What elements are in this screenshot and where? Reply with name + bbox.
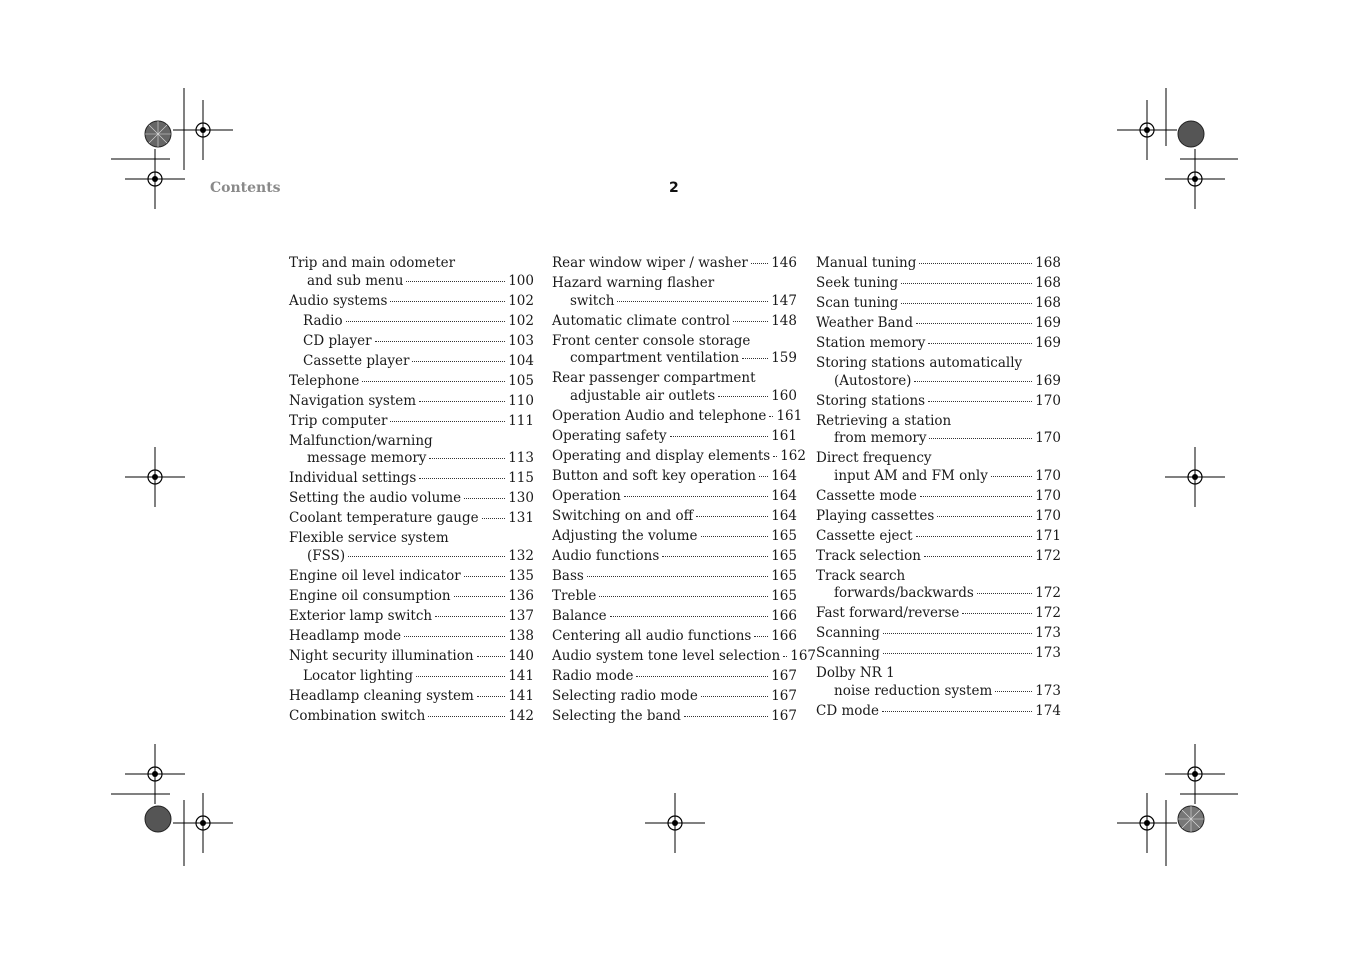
dot-leader (924, 556, 1032, 557)
dot-leader (882, 711, 1032, 712)
toc-entry[interactable] (552, 508, 797, 526)
dot-leader (920, 496, 1032, 497)
toc-entry-title: Playing cassettes (816, 507, 935, 524)
toc-entry-title: from memory (834, 430, 927, 446)
toc-entry-title: Combination switch (289, 707, 426, 724)
toc-entry-title: Operation Audio and telephone (552, 407, 767, 424)
toc-page-number: 168 (1035, 295, 1061, 311)
dot-leader (883, 633, 1032, 634)
dot-leader (435, 616, 505, 617)
toc-column-3 (816, 255, 1061, 723)
toc-page-number: 164 (771, 467, 797, 484)
toc-entry[interactable] (289, 490, 534, 508)
toc-page-number: 147 (771, 292, 797, 309)
toc-entry-title: Radio mode (552, 667, 634, 684)
toc-entry[interactable] (289, 668, 534, 686)
toc-page-number: 159 (771, 350, 797, 366)
toc-page-number: 167 (771, 707, 797, 724)
dot-leader (733, 321, 768, 322)
toc-entry-title: Scanning (816, 645, 880, 661)
toc-entry[interactable] (289, 293, 534, 311)
dot-leader (684, 716, 768, 717)
toc-page-number: 141 (508, 687, 534, 704)
toc-entry-title: Night security illumination (289, 647, 474, 664)
toc-entry-title: Automatic climate control (552, 312, 730, 329)
dot-leader (454, 596, 506, 597)
toc-entry-title: Treble (552, 587, 597, 604)
toc-page-number: 104 (508, 352, 534, 369)
dot-leader (670, 436, 769, 437)
toc-entry-title: Engine oil consumption (289, 587, 451, 604)
dot-leader (901, 283, 1032, 284)
toc-entry[interactable] (552, 407, 803, 426)
toc-entry[interactable] (816, 393, 1061, 411)
toc-entry[interactable] (816, 605, 1061, 623)
toc-entry-title: Balance (552, 607, 607, 624)
toc-page-number: 170 (1035, 487, 1061, 504)
toc-entry-title: Manual tuning (816, 255, 917, 271)
toc-entry-title: Audio system tone level selection (552, 647, 781, 664)
toc-page-number: 165 (771, 527, 797, 544)
dot-leader (962, 613, 1032, 614)
toc-page-number: 136 (508, 587, 534, 604)
toc-entry[interactable] (816, 703, 1061, 721)
toc-entry-title: Setting the audio volume (289, 490, 462, 506)
toc-page-number: 170 (1035, 392, 1061, 409)
toc-entry[interactable] (552, 488, 797, 506)
toc-page-number: 165 (771, 547, 797, 564)
dot-leader (773, 456, 777, 457)
toc-entry[interactable] (816, 450, 1061, 485)
toc-entry[interactable] (289, 708, 534, 726)
toc-page-number: 102 (508, 312, 534, 329)
dot-leader (419, 478, 505, 479)
toc-entry-title: Cassette mode (816, 487, 917, 504)
toc-entry[interactable] (552, 370, 797, 405)
toc-entry-title: CD mode (816, 702, 880, 719)
dot-leader (701, 696, 768, 697)
toc-page-number: 168 (1035, 275, 1061, 291)
toc-entry[interactable] (816, 413, 1061, 448)
toc-page-number: 172 (1035, 547, 1061, 564)
section-header-contents: Contents (210, 180, 281, 196)
toc-entry-title: Button and soft key operation (552, 467, 756, 484)
toc-entry[interactable] (552, 568, 797, 586)
dot-leader (599, 596, 768, 597)
toc-page-number: 167 (771, 687, 797, 704)
toc-entry[interactable] (816, 335, 1061, 353)
toc-entry[interactable] (552, 528, 797, 546)
dot-leader (937, 516, 1032, 517)
dot-leader (624, 496, 768, 497)
toc-entry[interactable] (816, 275, 1061, 293)
toc-page-number: 137 (508, 607, 534, 624)
toc-entry[interactable] (552, 468, 797, 486)
toc-entry-title: Fast forward/reverse (816, 605, 960, 621)
dot-leader (416, 676, 505, 677)
dot-leader (916, 323, 1032, 324)
toc-entry[interactable] (552, 708, 797, 726)
dot-leader (346, 321, 506, 322)
toc-page-number: 130 (508, 490, 534, 506)
toc-page-number: 168 (1035, 255, 1061, 271)
dot-leader (929, 438, 1032, 439)
toc-entry-title: Operating safety (552, 427, 667, 444)
toc-entry-title: compartment ventilation (570, 350, 740, 366)
toc-page-number: 165 (771, 567, 797, 584)
dot-leader (751, 263, 768, 264)
dot-leader (617, 301, 768, 302)
toc-entry[interactable] (289, 255, 534, 290)
toc-entry-title: Navigation system (289, 392, 417, 409)
toc-page-number: 170 (1035, 507, 1061, 524)
toc-page-number: 105 (508, 372, 534, 389)
toc-entry-title: Centering all audio functions (552, 627, 752, 644)
toc-entry-title: Rear window wiper / washer (552, 255, 748, 271)
dot-leader (914, 381, 1032, 382)
toc-entry[interactable] (816, 355, 1061, 390)
toc-entry[interactable] (289, 568, 534, 586)
toc-page-number: 169 (1035, 315, 1061, 331)
toc-entry-title: Flexible service system (289, 530, 449, 546)
dot-leader (718, 396, 768, 397)
page-number: 2 (669, 180, 679, 196)
dot-leader (428, 716, 505, 717)
toc-entry-title: Operation (552, 487, 621, 504)
toc-entry[interactable] (816, 295, 1061, 313)
dot-leader (769, 416, 773, 417)
toc-entry[interactable] (289, 608, 534, 626)
toc-entry[interactable] (289, 373, 534, 391)
toc-entry-title: Direct frequency (816, 450, 932, 466)
dot-leader (742, 358, 768, 359)
dot-leader (701, 536, 769, 537)
toc-entry-title: input AM and FM only (834, 467, 988, 484)
toc-entry-title: Audio systems (289, 292, 388, 309)
toc-page-number: 170 (1035, 430, 1061, 446)
toc-page-number: 103 (508, 332, 534, 349)
toc-entry-title: noise reduction system (834, 682, 993, 699)
toc-entry-title: Telephone (289, 372, 360, 389)
toc-entry[interactable] (816, 508, 1061, 526)
dot-leader (662, 556, 768, 557)
dot-leader (390, 421, 505, 422)
toc-page-number: 115 (508, 470, 534, 486)
dot-leader (610, 616, 769, 617)
toc-entry[interactable] (552, 628, 797, 646)
toc-entry-title: CD player (303, 332, 372, 349)
toc-entry-title: Coolant temperature gauge (289, 510, 479, 526)
toc-entry-title: Individual settings (289, 470, 417, 486)
toc-entry-title: Trip and main odometer (289, 255, 456, 271)
toc-entry[interactable] (289, 353, 534, 371)
toc-page-number: 170 (1035, 467, 1061, 484)
toc-entry-title: Station memory (816, 335, 926, 351)
toc-entry-title: Audio functions (552, 547, 660, 564)
dot-leader (477, 656, 506, 657)
toc-entry-title: Front center console storage (552, 332, 751, 349)
toc-entry-title: Bass (552, 567, 584, 584)
toc-page-number: 142 (508, 707, 534, 724)
toc-column-2 (552, 255, 817, 728)
dot-leader (404, 636, 505, 637)
dot-leader (406, 281, 505, 282)
toc-entry[interactable] (816, 625, 1061, 643)
toc-page-number: 173 (1035, 682, 1061, 699)
toc-entry[interactable] (552, 333, 797, 368)
toc-entry-title: Scan tuning (816, 295, 899, 311)
toc-page-number: 138 (508, 627, 534, 644)
toc-entry-title: Locator lighting (303, 667, 414, 684)
toc-page-number: 113 (508, 450, 534, 466)
dot-leader (412, 361, 505, 362)
toc-page-number: 162 (780, 447, 806, 464)
toc-entry-title: Hazard warning flasher (552, 275, 715, 291)
toc-entry-title: Storing stations automatically (816, 355, 1023, 371)
toc-entry-title: Engine oil level indicator (289, 567, 461, 584)
toc-page-number: 111 (508, 412, 534, 429)
toc-entry-title: Selecting the band (552, 707, 681, 724)
toc-page-number: 141 (508, 667, 534, 684)
toc-page-number: 131 (508, 510, 534, 526)
toc-entry-title: Switching on and off (552, 507, 694, 524)
toc-entry[interactable] (552, 588, 797, 606)
toc-entry[interactable] (552, 688, 797, 706)
toc-page-number: 172 (1035, 605, 1061, 621)
toc-page-number: 171 (1035, 527, 1061, 544)
toc-entry-title: adjustable air outlets (570, 387, 716, 404)
toc-entry-title: Dolby NR 1 (816, 665, 895, 681)
toc-entry[interactable] (289, 393, 534, 411)
toc-entry-title: and sub menu (307, 272, 404, 289)
toc-entry[interactable] (816, 255, 1061, 273)
toc-page-number: 166 (771, 607, 797, 624)
toc-entry[interactable] (816, 665, 1061, 700)
toc-column-1 (289, 255, 534, 728)
toc-entry[interactable] (552, 255, 797, 273)
toc-page-number: 146 (771, 255, 797, 271)
dot-leader (916, 536, 1033, 537)
dot-leader (587, 576, 768, 577)
dot-leader (991, 476, 1032, 477)
dot-leader (464, 576, 506, 577)
toc-entry[interactable] (289, 628, 534, 646)
toc-entry[interactable] (816, 488, 1061, 506)
toc-entry[interactable] (816, 528, 1061, 546)
toc-page-number: 161 (776, 407, 803, 424)
toc-page-number: 132 (508, 547, 534, 564)
toc-entry[interactable] (289, 510, 534, 528)
toc-entry-title: Trip computer (289, 412, 388, 429)
dot-leader (482, 518, 506, 519)
dot-leader (348, 556, 505, 557)
toc-page-number: 174 (1035, 702, 1061, 719)
dot-leader (759, 476, 768, 477)
toc-page-number: 160 (771, 387, 797, 404)
toc-entry-title: Weather Band (816, 315, 913, 331)
toc-entry[interactable] (289, 413, 534, 431)
toc-page-number: 165 (771, 587, 797, 604)
toc-entry-title: Adjusting the volume (552, 527, 698, 544)
dot-leader (928, 401, 1032, 402)
toc-entry-title: Rear passenger compartment (552, 370, 756, 386)
dot-leader (429, 458, 505, 459)
toc-entry-title: Operating and display elements (552, 447, 771, 464)
toc-entry-title: Scanning (816, 625, 880, 641)
toc-page-number: 164 (771, 487, 797, 504)
toc-entry-title: Headlamp mode (289, 627, 402, 644)
toc-entry-title: Selecting radio mode (552, 687, 698, 704)
toc-entry-title: Cassette eject (816, 527, 913, 544)
dot-leader (696, 516, 768, 517)
toc-entry-title: message memory (307, 450, 427, 466)
toc-entry-title: Seek tuning (816, 275, 899, 291)
toc-entry[interactable] (816, 568, 1061, 603)
toc-entry-title: Track search (816, 567, 906, 584)
dot-leader (977, 593, 1032, 594)
toc-entry[interactable] (289, 530, 534, 565)
toc-entry[interactable] (552, 608, 797, 626)
dot-leader (928, 343, 1032, 344)
dot-leader (390, 301, 505, 302)
toc-page-number: 164 (771, 507, 797, 524)
toc-entry[interactable] (289, 470, 534, 488)
toc-page-number: 100 (508, 272, 534, 289)
toc-entry[interactable] (289, 313, 534, 331)
toc-entry-title: Retrieving a station (816, 412, 952, 429)
toc-entry[interactable] (289, 433, 534, 468)
dot-leader (754, 636, 768, 637)
toc-page-number: 173 (1035, 625, 1061, 641)
toc-entry[interactable] (552, 447, 806, 466)
toc-entry-title: Exterior lamp switch (289, 607, 433, 624)
toc-entry-title: Storing stations (816, 392, 926, 409)
dot-leader (919, 263, 1032, 264)
toc-page-number: 167 (771, 667, 797, 684)
toc-entry[interactable] (552, 647, 817, 666)
toc-entry[interactable] (552, 428, 797, 446)
toc-entry[interactable] (552, 668, 797, 686)
dot-leader (419, 401, 505, 402)
toc-entry-title: Track selection (816, 547, 921, 564)
dot-leader (883, 653, 1032, 654)
toc-entry[interactable] (289, 588, 534, 606)
dot-leader (636, 676, 768, 677)
dot-leader (477, 696, 505, 697)
toc-page-number: 102 (508, 292, 534, 309)
dot-leader (995, 691, 1032, 692)
toc-page-number: 161 (771, 427, 797, 444)
toc-entry[interactable] (552, 313, 797, 331)
toc-entry[interactable] (816, 645, 1061, 663)
dot-leader (362, 381, 505, 382)
toc-page-number: 135 (508, 567, 534, 584)
toc-page-number: 140 (508, 647, 534, 664)
toc-entry[interactable] (289, 688, 534, 706)
toc-page-number: 169 (1035, 372, 1061, 389)
toc-page-number: 166 (771, 627, 797, 644)
dot-leader (375, 341, 506, 342)
toc-entry[interactable] (552, 548, 797, 566)
toc-page-number: 148 (771, 312, 797, 329)
toc-entry-title: switch (570, 292, 615, 309)
toc-page-number: 110 (508, 392, 534, 409)
dot-leader (464, 498, 505, 499)
toc-entry-title: Malfunction/warning (289, 432, 433, 449)
toc-page-number: 173 (1035, 645, 1061, 661)
toc-page-number: 167 (790, 647, 817, 664)
dot-leader (783, 656, 787, 657)
toc-entry[interactable] (289, 333, 534, 351)
toc-entry-title: Headlamp cleaning system (289, 687, 474, 704)
toc-entry-title: (FSS) (307, 547, 346, 564)
toc-entry[interactable] (289, 648, 534, 666)
toc-entry-title: forwards/backwards (834, 585, 974, 601)
toc-entry[interactable] (816, 548, 1061, 566)
toc-page-number: 172 (1035, 585, 1061, 601)
toc-page-number: 169 (1035, 335, 1061, 351)
toc-entry-title: Cassette player (303, 352, 410, 369)
toc-entry[interactable] (552, 275, 797, 310)
toc-entry[interactable] (816, 315, 1061, 333)
toc-entry-title: (Autostore) (834, 372, 912, 389)
dot-leader (901, 303, 1032, 304)
toc-entry-title: Radio (303, 312, 343, 329)
